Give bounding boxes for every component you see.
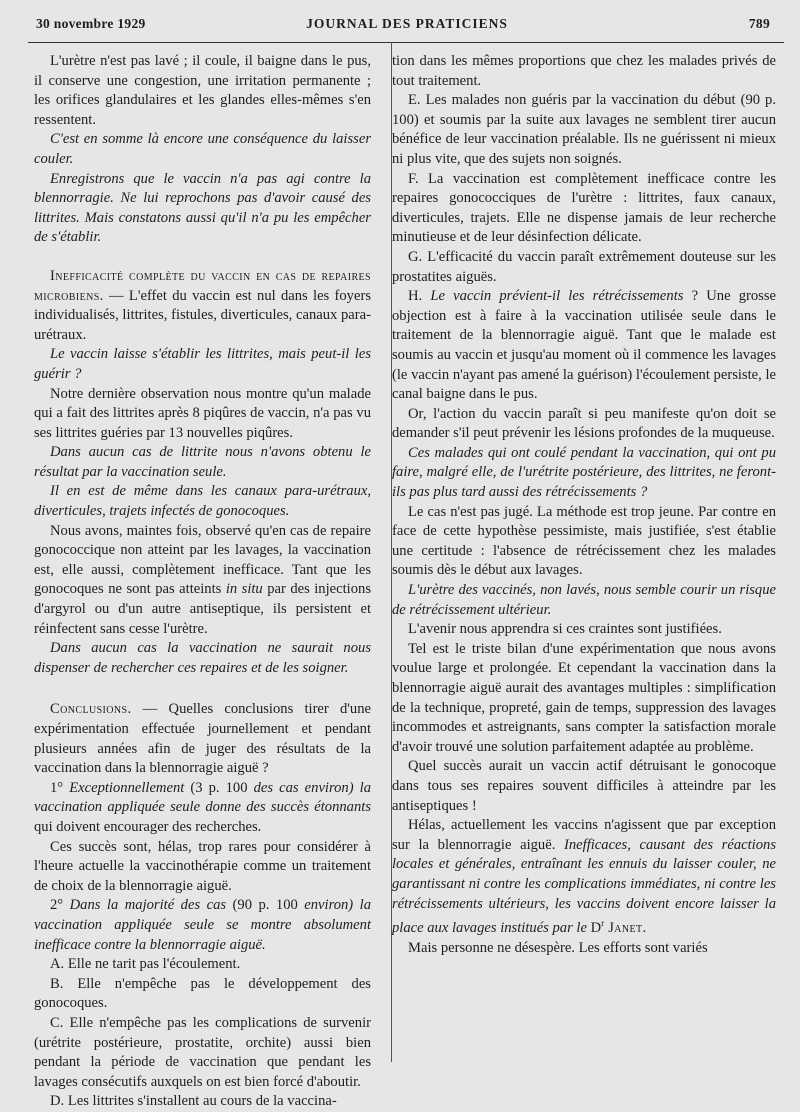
paragraph: Ces malades qui ont coulé pendant la vaccination, qui ont pu faire, malgré elle, de l'urétrite postérieure, des littrites, ne feront-ils pas plus tard aussi des rétrécissements ? (392, 444, 776, 501)
paragraph: 1° Exceptionnellement (3 p. 100 des cas environ) la vaccination appliquée seule donne des succès étonnants qui doivent encourager des recherches. (34, 779, 371, 835)
paragraph: Le vaccin laisse s'établir les littrites, mais peut-il les guérir ? (34, 346, 371, 382)
paragraph: Or, l'action du vaccin paraît si peu manifeste qu'on doit se demander s'il peut prévenir les lésions profondes de la muqueuse. (392, 405, 776, 442)
paragraph: Il en est de même dans les canaux para-urétraux, diverticules, trajets infectés de gonocoques. (34, 483, 371, 520)
paragraph: Mais personne ne désespère. Les efforts sont variés (408, 939, 708, 956)
paragraph: Hélas, actuellement les vaccins n'agissent que par exception sur la blennorragie aiguë. Inefficaces, causant des réactions locales et générales, entraînant les ennuis du laisser couler, ne garantissant ni contre les complications immédiates, ni contre les rétrécissements ultérieurs, les vaccins doivent encore laisser la place aux lavages institués par le $D^r$ Janet. (392, 817, 776, 936)
list-item: C. Elle n'empêche pas les complications de survenir (urétrite postérieure, prostatite, orchite) aussi bien pendant la période de vaccination que pendant les lavages consécutifs auxquels on est bien forcé d'aboutir. (34, 1014, 371, 1090)
paragraph: Enregistrons que le vaccin n'a pas agi contre la blennorragie. Ne lui reprochons pas d'avoir causé des littrites. Mais constatons aussi qu'il n'a pu les empêcher de s'établir. (34, 170, 371, 246)
header-page-number: 789 (748, 16, 770, 31)
paragraph: Le cas n'est pas jugé. La méthode est trop jeune. Par contre en face de cette hypothèse pessimiste, mais justifiée, s'est établie une certitude : l'absence de rétrécissement chez les malades soumis dès le début aux lavages. (392, 503, 776, 579)
paragraph: Dans aucun cas la vaccination ne saurait nous dispenser de rechercher ces repaires et de les soigner. (34, 640, 371, 676)
paragraph: Quel succès aurait un vaccin actif détruisant le gonocoque dans tous ses repaires souvent difficiles à atteindre par les antiseptiques ! (392, 758, 776, 814)
section-paragraph: Conclusions. — Quelles conclusions tirer d'une expérimentation effectuée journellement et pendant plusieurs années afin de juger des résultats de la vaccination dans la blennorragie aiguë ? (34, 701, 371, 777)
list-item: G. L'efficacité du vaccin paraît extrêmement douteuse sur les prostatites aiguës. (392, 248, 776, 285)
paragraph: Tel est le triste bilan d'une expérimentation que nous avons voulue large et prolongée. Et cependant la vaccination dans la blennorragie aiguë aurait des avantages multiples : simplification de la technique, propreté, gain de temps, suppression des lavages incommodes et astreignants, sans compter la satisfaction morale d'avoir trouvé une solution parfaitement adaptée au problème. (392, 640, 776, 755)
paragraph: L'urètre n'est pas lavé ; il coule, il baigne dans le pus, il conserve une congestion, une irritation permanente ; les orifices glandulaires et les glandes elles-mêmes s'en ressentent. (34, 53, 371, 128)
paragraph: Dans aucun cas de littrite nous n'avons obtenu le résultat par la vaccination seule. (34, 444, 371, 480)
paragraph: Nous avons, maintes fois, observé qu'en cas de repaire gonococcique non atteint par les lavages, la vaccination est, elle aussi, complètement inefficace. Tant que les gonocoques ne sont pas atteints in situ par des injections d'argyrol ou d'un autre antiseptique, ils persistent et réinfectent sans cesse l'urètre. (34, 522, 371, 637)
paragraph: C'est en somme là encore une conséquence du laisser couler. (34, 131, 371, 167)
header-rule (28, 42, 784, 43)
list-item: D. Les littrites s'installent au cours de la vaccina- (50, 1093, 337, 1110)
list-item: A. Elle ne tarit pas l'écoulement. (50, 956, 241, 973)
paragraph: L'avenir nous apprendra si ces craintes sont justifiées. (408, 621, 722, 638)
paragraph: tion dans les mêmes proportions que chez les malades privés de tout traitement. (392, 53, 776, 89)
section-heading: Inefficacité complète du vaccin en cas de repaires microbiens. (34, 267, 371, 304)
paragraph: Ces succès sont, hélas, trop rares pour considérer à l'heure actuelle la vaccinothérapie comme un traitement de choix de la blennorragie aiguë. (34, 838, 371, 894)
left-column (34, 52, 371, 1112)
section-paragraph: Inefficacité complète du vaccin en cas de repaires microbiens. — L'effet du vaccin est nul dans les foyers individualisés, littrites, fistules, diverticules, canaux para-urétraux. (34, 267, 371, 343)
list-item: H. Le vaccin prévient-il les rétrécissements ? Une grosse objection est à faire à la vaccination utilisée seule dans le traitement de la blennorragie aiguë. Tant que le malade est soumis au vaccin et jusqu'au moment où il commence les lavages (le vaccin n'ayant pas amené la guérison) l'écoulement persiste, le canal baigne dans le pus. (392, 288, 777, 403)
list-item: B. Elle n'empêche pas le développement des gonocoques. (34, 975, 371, 1012)
section-heading: Conclusions. (50, 701, 132, 718)
list-item: F. La vaccination est complètement inefficace contre les repaires gonococciques de l'urètre : littrites, faux canaux, diverticules, trajets. Elle ne dispense jamais de leur recherche minutieuse et de leur désinfection délicate. (392, 170, 776, 246)
header-journal-title: JOURNAL DES PRATICIENS (306, 16, 508, 31)
list-item: E. Les malades non guéris par la vaccination du début (90 p. 100) et soumis par la suite aux lavages ne semblent tirer aucun bénéfice de leur vaccination préalable. Ils ne guérissent ni mieux ni plus vite, que des sujets non soignés. (392, 92, 776, 167)
header-date: 30 novembre 1929 (36, 16, 146, 31)
page-header (30, 16, 784, 40)
paragraph: 2° Dans la majorité des cas (90 p. 100 environ) la vaccination appliquée seule se montre absolument inefficace contre la blennorragie aiguë. (34, 897, 371, 953)
paragraph: Notre dernière observation nous montre qu'un malade qui a fait des littrites après 8 piqûres de vaccin, n'a pas vu ses littrites guéries par 13 nouvelles piqûres. (34, 385, 371, 441)
right-column (392, 52, 776, 958)
paragraph: L'urètre des vaccinés, non lavés, nous semble courir un risque de rétrécissement ultérieur. (392, 582, 776, 618)
